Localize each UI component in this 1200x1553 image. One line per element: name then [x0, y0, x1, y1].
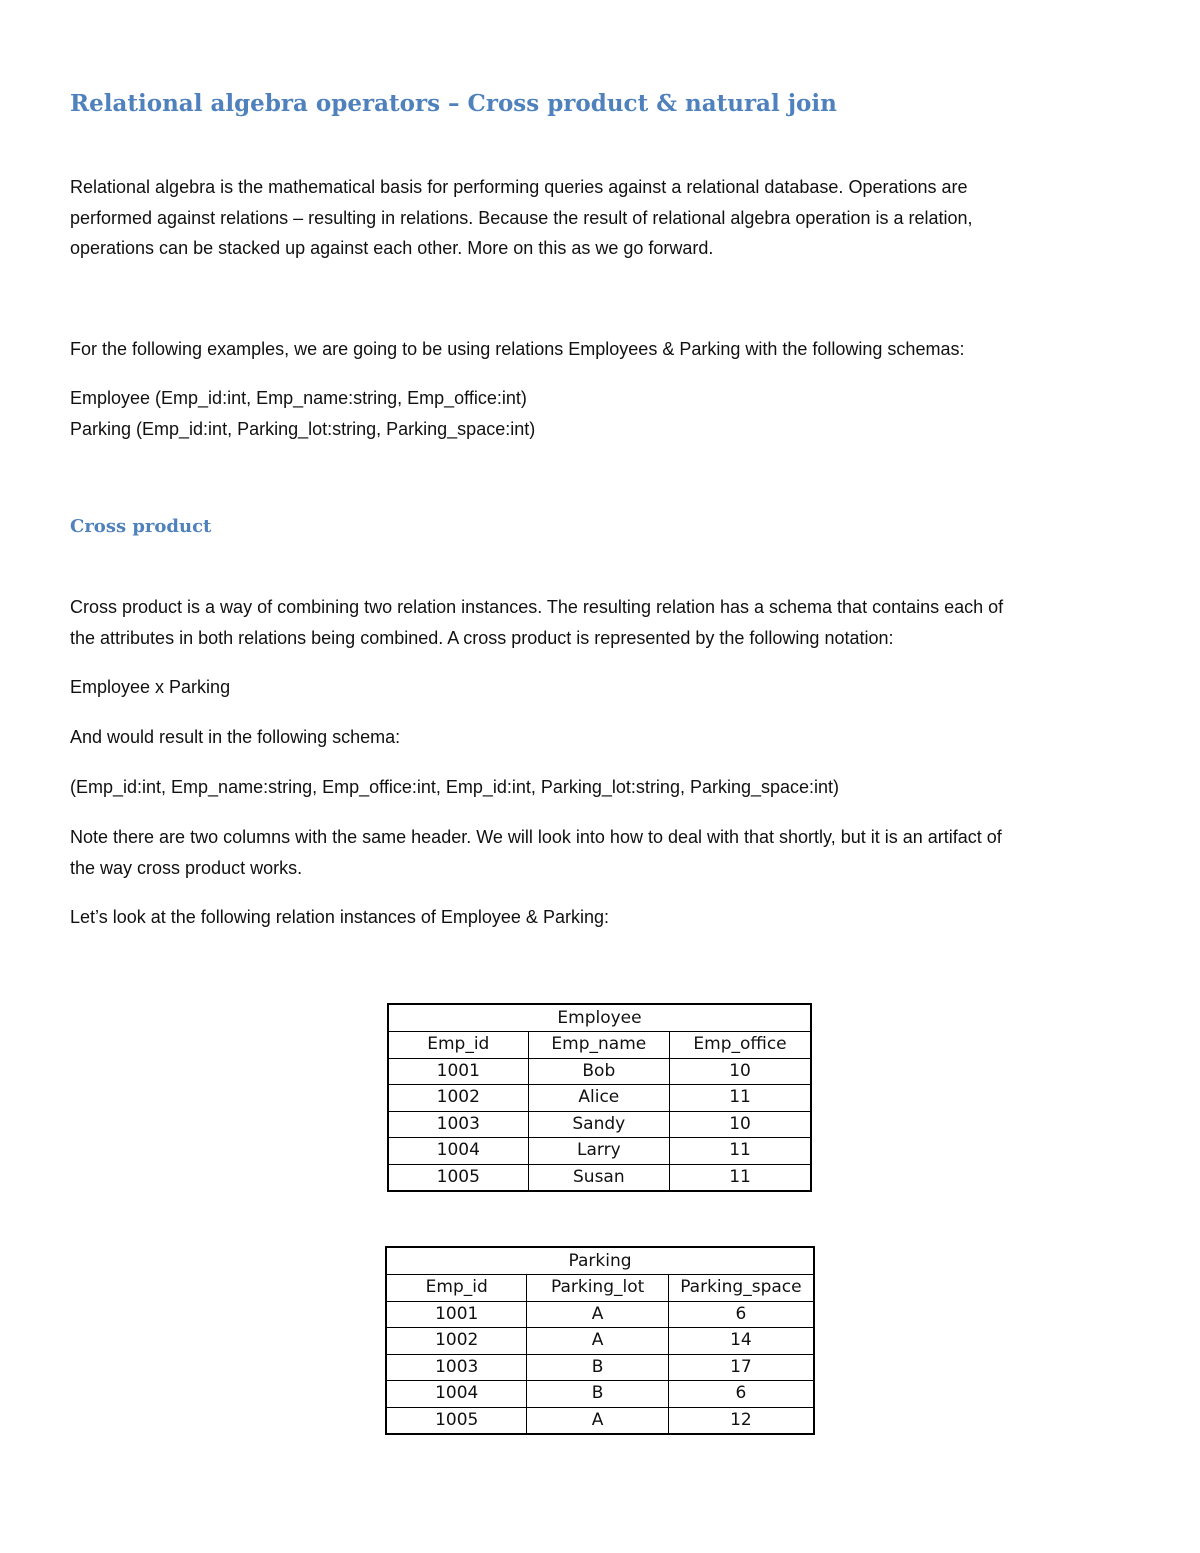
- table-cell: A: [527, 1328, 668, 1355]
- table-cell: B: [527, 1354, 668, 1381]
- table-row: [388, 1138, 811, 1165]
- parking-table-caption: Parking: [386, 1247, 814, 1275]
- intro-line: performed against relations – resulting in relations. Because the result of relational algebra operation is a relation,: [70, 207, 973, 228]
- table-cell: 6: [668, 1301, 814, 1328]
- table-header-row: [386, 1275, 814, 1302]
- cross-product-heading: Cross product: [70, 516, 212, 537]
- description-line: Cross product is a way of combining two relation instances. The resulting relation has a schema that contains each of: [70, 597, 1004, 617]
- table-row: [386, 1301, 814, 1328]
- result-intro: And would result in the following schema:: [70, 727, 401, 747]
- employee-schema: Employee (Emp_id:int, Emp_name:string, Emp_office:int): [70, 388, 527, 408]
- table-cell: 1002: [388, 1085, 528, 1112]
- table-cell: 11: [670, 1138, 811, 1165]
- note-line: Note there are two columns with the same header. We will look into how to deal with that shortly, but it is an artifact of: [70, 827, 1002, 847]
- table-cell: 11: [670, 1085, 811, 1112]
- employee-table-caption: Employee: [388, 1004, 811, 1032]
- parking-schema: Parking (Emp_id:int, Parking_lot:string, Parking_space:int): [70, 418, 536, 439]
- column-header: Emp_id: [386, 1275, 527, 1302]
- table-cell: Alice: [528, 1085, 669, 1112]
- table-row: [388, 1164, 811, 1191]
- parking-table: [385, 1246, 815, 1435]
- table-cell: 1004: [386, 1381, 527, 1408]
- table-caption-row: [388, 1004, 811, 1032]
- table-cell: A: [527, 1407, 668, 1434]
- table-cell: A: [527, 1301, 668, 1328]
- note-line: the way cross product works.: [70, 857, 303, 878]
- table-cell: 11: [670, 1164, 811, 1191]
- table-cell: 10: [670, 1058, 811, 1085]
- table-cell: 1003: [388, 1111, 528, 1138]
- column-header: Emp_office: [670, 1032, 811, 1059]
- table-cell: 1004: [388, 1138, 528, 1165]
- table-cell: 17: [668, 1354, 814, 1381]
- table-cell: Bob: [528, 1058, 669, 1085]
- table-row: [388, 1058, 811, 1085]
- table-cell: 1002: [386, 1328, 527, 1355]
- result-schema: (Emp_id:int, Emp_name:string, Emp_office:int, Emp_id:int, Parking_lot:string, Parking_space:int): [70, 777, 840, 797]
- schemas-block: [70, 383, 1135, 444]
- employee-table: [387, 1003, 812, 1192]
- cross-product-notation: Employee x Parking: [70, 677, 231, 697]
- intro-line: operations can be stacked up against each other. More on this as we go forward.: [70, 238, 714, 258]
- table-row: [386, 1354, 814, 1381]
- table-cell: B: [527, 1381, 668, 1408]
- page-title: Relational algebra operators – Cross product & natural join: [70, 90, 837, 117]
- table-cell: 10: [670, 1111, 811, 1138]
- column-header: Parking_lot: [527, 1275, 668, 1302]
- table-cell: 6: [668, 1381, 814, 1408]
- table-cell: Susan: [528, 1164, 669, 1191]
- cross-product-description: [70, 592, 1135, 653]
- table-row: [388, 1111, 811, 1138]
- examples-intro: For the following examples, we are going to be using relations Employees & Parking with the following schemas:: [70, 339, 965, 359]
- column-header: Parking_space: [668, 1275, 814, 1302]
- table-cell: Larry: [528, 1138, 669, 1165]
- intro-paragraph: [70, 172, 1135, 264]
- table-cell: 1005: [388, 1164, 528, 1191]
- description-line: the attributes in both relations being combined. A cross product is represented by the following notation:: [70, 627, 894, 648]
- column-header: Emp_name: [528, 1032, 669, 1059]
- duplicate-column-note: [70, 822, 1135, 883]
- table-row: [388, 1085, 811, 1112]
- table-row: [386, 1407, 814, 1434]
- table-row: [386, 1328, 814, 1355]
- table-caption-row: [386, 1247, 814, 1275]
- column-header: Emp_id: [388, 1032, 528, 1059]
- table-cell: Sandy: [528, 1111, 669, 1138]
- table-cell: 1003: [386, 1354, 527, 1381]
- table-cell: 1005: [386, 1407, 527, 1434]
- instances-intro: Let’s look at the following relation instances of Employee & Parking:: [70, 907, 609, 927]
- table-cell: 1001: [388, 1058, 528, 1085]
- table-cell: 12: [668, 1407, 814, 1434]
- intro-line: Relational algebra is the mathematical basis for performing queries against a relational database. Operations are: [70, 177, 968, 197]
- table-cell: 14: [668, 1328, 814, 1355]
- table-header-row: [388, 1032, 811, 1059]
- table-cell: 1001: [386, 1301, 527, 1328]
- table-row: [386, 1381, 814, 1408]
